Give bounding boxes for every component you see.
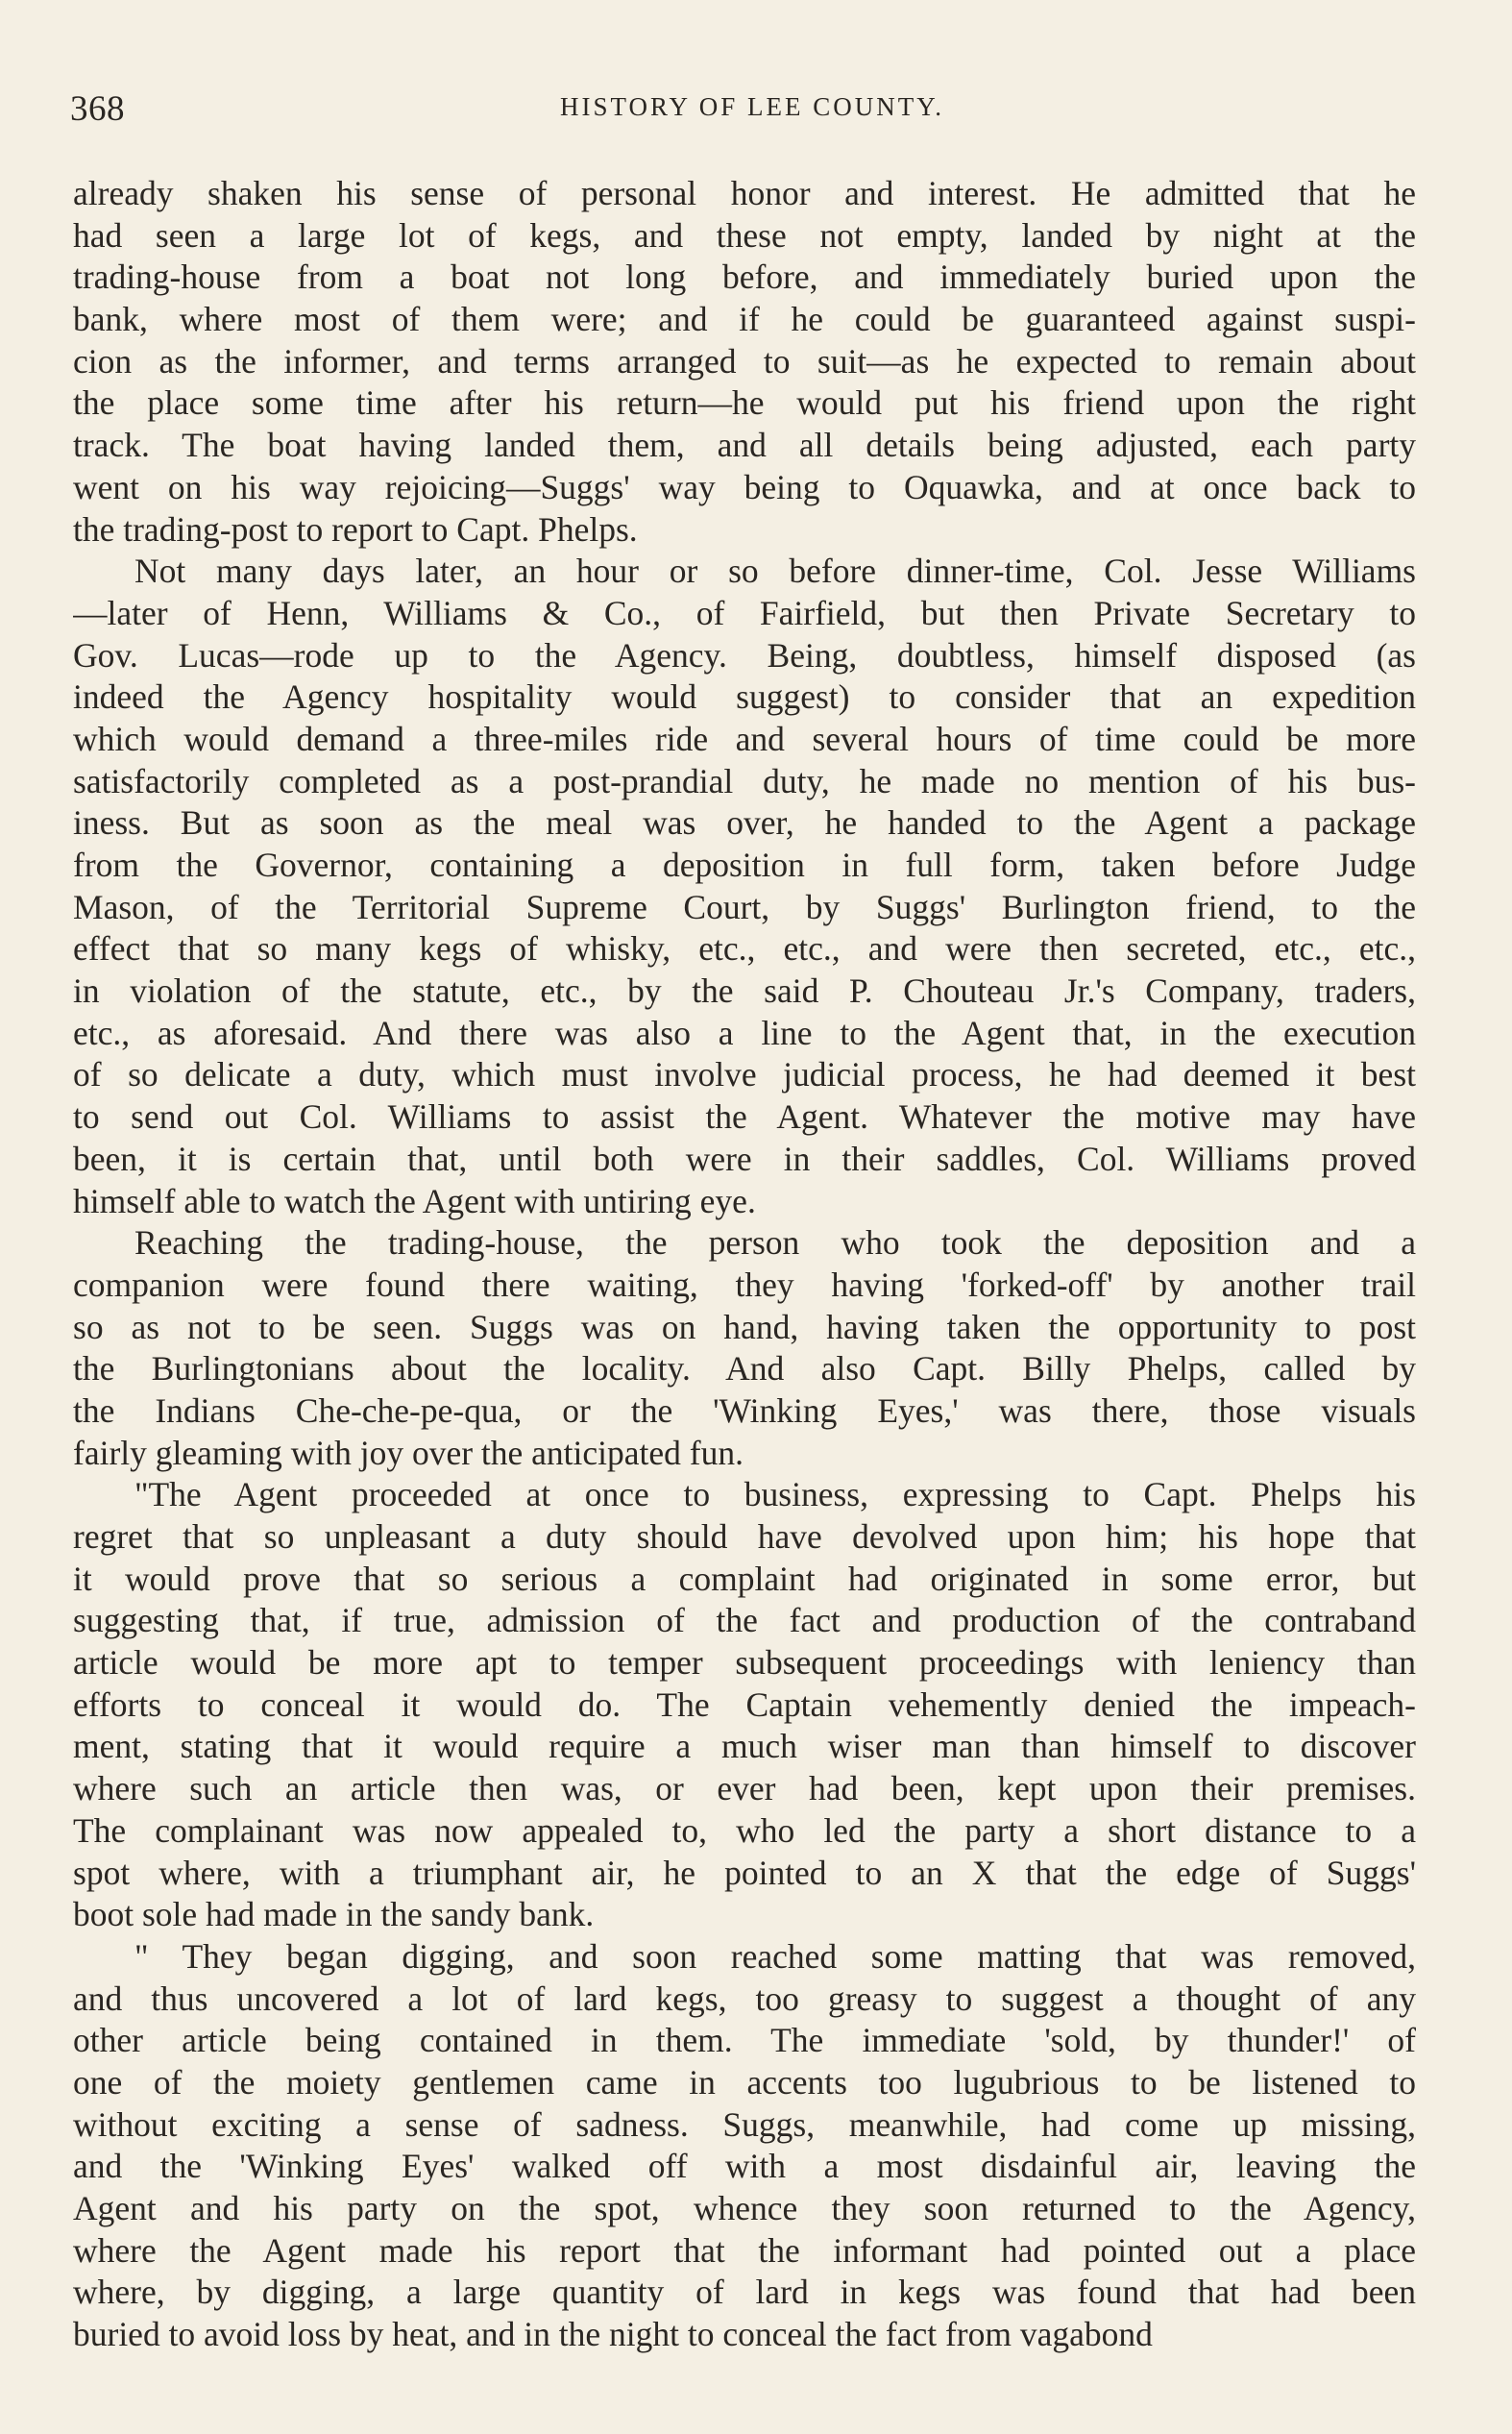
text-line: went on his way rejoicing—Suggs' way being to Oquawka, and at once back to bbox=[73, 467, 1416, 506]
text-line: where such an article then was, or ever had been, kept upon their premises. bbox=[73, 1769, 1416, 1808]
text-line: satisfactorily completed as a post-prandial duty, he made no mention of his bus- bbox=[73, 761, 1416, 800]
text-line: already shaken his sense of personal honor and interest. He admitted that he bbox=[73, 174, 1416, 212]
text-line: trading-house from a boat not long before, and immediately buried upon the bbox=[73, 258, 1416, 297]
text-line: suggesting that, if true, admission of the fact and production of the contraband bbox=[73, 1601, 1416, 1640]
text-line: the trading-post to report to Capt. Phelps. bbox=[73, 509, 638, 549]
text-line: the place some time after his return—he would put his friend upon the right bbox=[73, 383, 1416, 423]
text-line: cion as the informer, and terms arranged to suit—as he expected to remain about bbox=[73, 341, 1416, 381]
paragraph bbox=[73, 1474, 1416, 1936]
text-line: one of the moiety gentlemen came in accents too lugubrious to be listened to bbox=[73, 2062, 1416, 2102]
text-line: Not many days later, an hour or so before dinner-time, Col. Jesse Williams bbox=[134, 552, 1416, 591]
text-line: spot where, with a triumphant air, he pointed to an X that the edge of Suggs' bbox=[73, 1853, 1416, 1892]
text-line: companion were found there waiting, they having 'forked-off' by another trail bbox=[73, 1265, 1416, 1304]
text-line: Agent and his party on the spot, whence they soon returned to the Agency, bbox=[73, 2189, 1416, 2227]
text-line: " They began digging, and soon reached some matting that was removed, bbox=[134, 1936, 1416, 1976]
text-line: and thus uncovered a lot of lard kegs, too greasy to suggest a thought of any bbox=[73, 1979, 1416, 2018]
text-line: of so delicate a duty, which must involve judicial process, he had deemed it best bbox=[73, 1055, 1416, 1094]
body-text bbox=[73, 173, 1416, 2356]
text-line: effect that so many kegs of whisky, etc., etc., and were then secreted, etc., etc., bbox=[73, 929, 1416, 969]
text-line: to send out Col. Williams to assist the Agent. Whatever the motive may have bbox=[73, 1097, 1416, 1137]
text-line: ment, stating that it would require a much wiser man than himself to discover bbox=[73, 1727, 1416, 1766]
text-line: and the 'Winking Eyes' walked off with a most disdainful air, leaving the bbox=[73, 2147, 1416, 2186]
text-line: track. The boat having landed them, and all details being adjusted, each party bbox=[73, 426, 1416, 465]
text-line: without exciting a sense of sadness. Suggs, meanwhile, had come up missing, bbox=[73, 2104, 1416, 2144]
text-line: it would prove that so serious a complaint had originated in some error, but bbox=[73, 1559, 1416, 1598]
text-line: from the Governor, containing a deposition in full form, taken before Judge bbox=[73, 846, 1416, 884]
text-line: which would demand a three-miles ride and several hours of time could be more bbox=[73, 719, 1416, 758]
text-line: —later of Henn, Williams & Co., of Fairfield, but then Private Secretary to bbox=[73, 593, 1416, 632]
text-line: Reaching the trading-house, the person who took the deposition and a bbox=[134, 1223, 1416, 1263]
text-line: article would be more apt to temper subsequent proceedings with leniency than bbox=[73, 1643, 1416, 1683]
paragraph bbox=[73, 173, 1416, 551]
paragraph bbox=[73, 551, 1416, 1222]
text-line: so as not to be seen. Suggs was on hand, having taken the opportunity to post bbox=[73, 1307, 1416, 1346]
text-line: Mason, of the Territorial Supreme Court, by Suggs' Burlington friend, to the bbox=[73, 887, 1416, 926]
text-line: Gov. Lucas—rode up to the Agency. Being, doubtless, himself disposed (as bbox=[73, 635, 1416, 675]
text-line: iness. But as soon as the meal was over, he handed to the Agent a package bbox=[73, 803, 1416, 843]
text-line: the Indians Che-che-pe-qua, or the 'Winking Eyes,' was there, those visuals bbox=[73, 1390, 1416, 1430]
text-line: himself able to watch the Agent with untiring eye. bbox=[73, 1181, 756, 1220]
text-line: boot sole had made in the sandy bank. bbox=[73, 1895, 595, 1934]
text-line: had seen a large lot of kegs, and these not empty, landed by night at the bbox=[73, 215, 1416, 255]
text-line: regret that so unpleasant a duty should have devolved upon him; his hope that bbox=[73, 1517, 1416, 1556]
paragraph bbox=[73, 1222, 1416, 1474]
text-line: where, by digging, a large quantity of lard in kegs was found that had been bbox=[73, 2273, 1416, 2312]
text-line: indeed the Agency hospitality would suggest) to consider that an expedition bbox=[73, 677, 1416, 717]
running-head: HISTORY OF LEE COUNTY. bbox=[559, 92, 945, 121]
text-line: buried to avoid loss by heat, and in the night to conceal the fact from vagabond bbox=[73, 2315, 1153, 2354]
page-number: 368 bbox=[70, 89, 125, 129]
text-line: where the Agent made his report that the informant had pointed out a place bbox=[73, 2230, 1416, 2270]
text-line: bank, where most of them were; and if he could be guaranteed against suspi- bbox=[73, 300, 1416, 339]
text-line: fairly gleaming with joy over the anticipated fun. bbox=[73, 1433, 744, 1472]
text-line: The complainant was now appealed to, who led the party a short distance to a bbox=[73, 1810, 1416, 1850]
text-line: "The Agent proceeded at once to business, expressing to Capt. Phelps his bbox=[134, 1475, 1416, 1514]
text-line: been, it is certain that, until both were in their saddles, Col. Williams proved bbox=[73, 1139, 1416, 1178]
text-line: other article being contained in them. The immediate 'sold, by thunder!' of bbox=[73, 2021, 1416, 2060]
text-line: efforts to conceal it would do. The Captain vehemently denied the impeach- bbox=[73, 1684, 1416, 1724]
page-header bbox=[70, 88, 1434, 136]
text-line: the Burlingtonians about the locality. And also Capt. Billy Phelps, called by bbox=[73, 1349, 1416, 1389]
paragraph bbox=[73, 1936, 1416, 2356]
text-line: etc., as aforesaid. And there was also a line to the Agent that, in the execution bbox=[73, 1013, 1416, 1052]
text-line: in violation of the statute, etc., by the said P. Chouteau Jr.'s Company, traders, bbox=[73, 971, 1416, 1011]
